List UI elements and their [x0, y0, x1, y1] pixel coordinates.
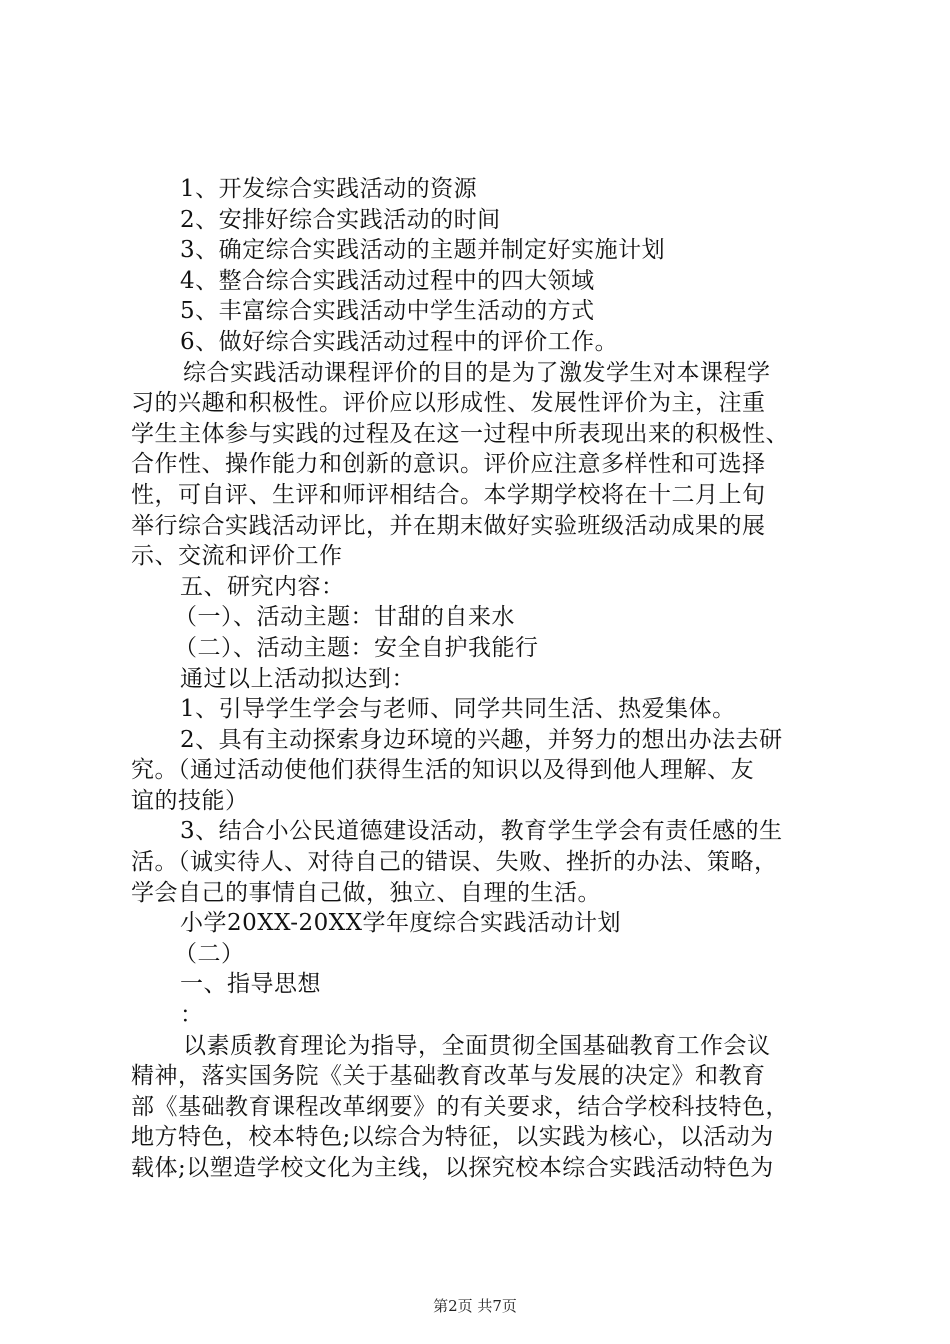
- list-item: （二）、活动主题：安全自护我能行: [174, 634, 539, 661]
- paragraph-line: 以素质教育理论为指导，全面贯彻全国基础教育工作会议: [183, 1032, 771, 1059]
- list-item: （一）、活动主题：甘甜的自来水: [174, 604, 515, 631]
- section-heading: 一、指导思想: [180, 971, 321, 998]
- list-item: 5、丰富综合实践活动中学生活动的方式: [180, 298, 595, 325]
- paragraph-line: 示、交流和评价工作: [131, 543, 343, 570]
- paragraph-line: 载体;以塑造学校文化为主线，以探究校本综合实践活动特色为: [131, 1155, 774, 1181]
- paragraph-line: ：: [180, 1002, 204, 1029]
- paragraph-line: 性，可自评、生评和师评相结合。本学期学校将在十二月上旬: [131, 481, 766, 508]
- paragraph-line: 学会自己的事情自己做，独立、自理的生活。: [131, 879, 601, 906]
- list-item: 3、结合小公民道德建设活动，教育学生学会有责任感的生: [180, 818, 783, 845]
- list-item: 4、整合综合实践活动过程中的四大领域: [180, 267, 595, 294]
- section-heading: 五、研究内容：: [180, 573, 345, 600]
- paragraph-line: 综合实践活动课程评价的目的是为了激发学生对本课程学: [183, 359, 771, 386]
- paragraph-line: 举行综合实践活动评比，并在期末做好实验班级活动成果的展: [131, 512, 766, 539]
- list-item: 6、做好综合实践活动过程中的评价工作。: [180, 328, 619, 355]
- paragraph-line: 部《基础教育课程改革纲要》的有关要求，结合学校科技特色，: [131, 1093, 789, 1120]
- paragraph-line: 精神，落实国务院《关于基础教育改革与发展的决定》和教育: [131, 1063, 766, 1090]
- list-item: 1、开发综合实践活动的资源: [180, 176, 478, 202]
- paragraph-line: 谊的技能）: [131, 787, 249, 814]
- paragraph-line: 活。（诚实待人、对待自己的错误、失败、挫折的办法、策略，: [131, 849, 778, 876]
- list-item: 2、安排好综合实践活动的时间: [180, 206, 501, 233]
- paragraph-line: 通过以上活动拟达到：: [180, 665, 415, 692]
- list-item: 2、具有主动探索身边环境的兴趣，并努力的想出办法去研: [180, 726, 783, 753]
- list-item: 3、确定综合实践活动的主题并制定好实施计划: [180, 237, 666, 264]
- paragraph-line: 习的兴趣和积极性。评价应以形成性、发展性评价为主，注重: [131, 390, 766, 417]
- document-subtitle: （二）: [174, 940, 245, 967]
- paragraph-line: 地方特色，校本特色;以综合为特征，以实践为核心，以活动为: [131, 1124, 774, 1151]
- paragraph-line: 究。（通过活动使他们获得生活的知识以及得到他人理解、友: [131, 757, 754, 784]
- document-body: [131, 174, 831, 1184]
- paragraph-line: 合作性、操作能力和创新的意识。评价应注意多样性和可选择: [131, 451, 766, 478]
- page-number-footer: 第2页 共7页: [433, 1297, 517, 1315]
- document-title: 小学20XX-20XX学年度综合实践活动计划: [180, 910, 621, 937]
- paragraph-line: 学生主体参与实践的过程及在这一过程中所表现出来的积极性、: [131, 420, 789, 447]
- list-item: 1、引导学生学会与老师、同学共同生活、热爱集体。: [180, 696, 736, 723]
